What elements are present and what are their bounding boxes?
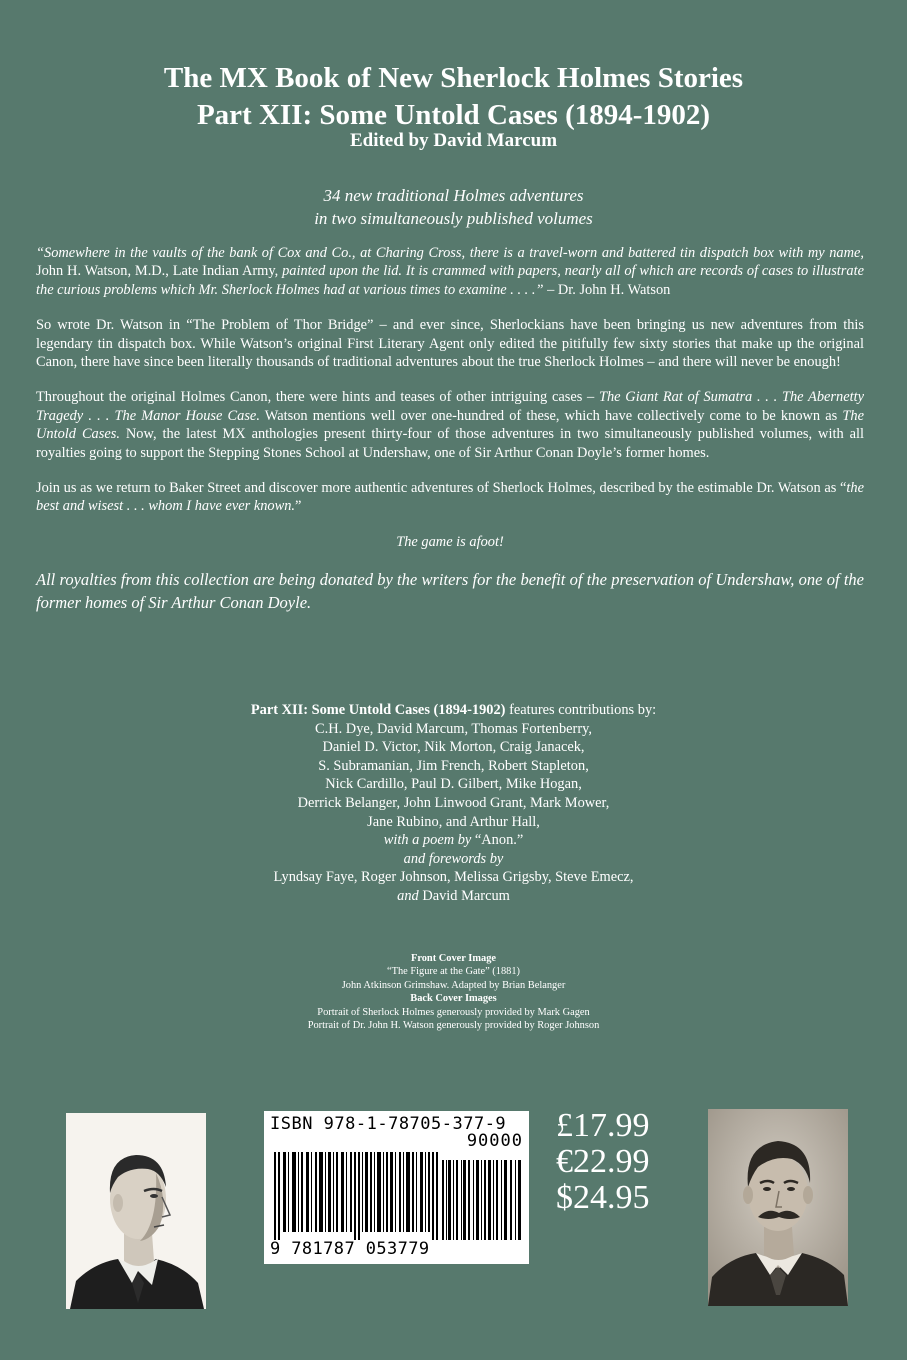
- blurb-paragraph-3: Join us as we return to Baker Street and discover more authentic adventures of Sherlock Holmes, described by the estimable Dr. Watson as “the best and wisest . . . whom I have ever known.”: [36, 480, 864, 515]
- watson-quote: “Somewhere in the vaults of the bank of Cox and Co., at Charing Cross, there is a travel-worn and battered tin dispatch box with my name, John H. Watson, M.D., Late Indian Army, painted upon the lid. It is crammed with papers, nearly all of which are records of cases to illustrate the curious problems which Mr. Sherlock Holmes had at various times to examine . . . .” – Dr. John H. Watson: [36, 245, 864, 298]
- contributors-line: S. Subramanian, Jim French, Robert Stapleton,: [318, 757, 589, 774]
- blurb: [36, 244, 864, 631]
- forewords-last: and David Marcum: [397, 887, 510, 904]
- watson-portrait-art: [708, 1109, 848, 1306]
- contributors-line: Jane Rubino, and Arthur Hall,: [367, 813, 540, 830]
- back-cover-credit-line: Portrait of Dr. John H. Watson generously provided by Roger Johnson: [307, 1020, 600, 1032]
- contributors-intro: Part XII: Some Untold Cases (1894-1902) features contributions by:: [250, 702, 657, 718]
- editor-credit: Edited by David Marcum: [349, 130, 558, 151]
- book-subtitle: Part XII: Some Untold Cases (1894-1902): [196, 99, 711, 131]
- book-title: The MX Book of New Sherlock Holmes Stories: [163, 62, 744, 94]
- forewords-line: Lyndsay Faye, Roger Johnson, Melissa Grigsby, Steve Emecz,: [273, 869, 634, 886]
- contributors-line: Derrick Belanger, John Linwood Grant, Mark Mower,: [297, 794, 610, 811]
- poem-credit: with a poem by “Anon.”: [383, 832, 524, 849]
- front-cover-credit-head: Front Cover Image: [410, 953, 497, 964]
- price-list: [556, 1108, 650, 1216]
- image-credits: [0, 952, 907, 1032]
- front-cover-credit-line: John Atkinson Grimshaw. Adapted by Brian Belanger: [341, 979, 566, 991]
- game-afoot: The game is afoot!: [396, 533, 504, 550]
- price-eur: €22.99: [556, 1143, 650, 1180]
- isbn-barcode: [264, 1111, 529, 1264]
- tagline: [0, 184, 907, 230]
- back-cover-credit-line: Portrait of Sherlock Holmes generously provided by Mark Gagen: [317, 1006, 590, 1018]
- front-cover-credit-line: “The Figure at the Gate” (1881): [386, 966, 520, 978]
- forewords-label: and forewords by: [403, 850, 504, 867]
- blurb-paragraph-1: So wrote Dr. Watson in “The Problem of Thor Bridge” – and ever since, Sherlockians have been bringing us new adventures from this legendary tin dispatch box. While Watson’s original First Literary Agent only edited the pitifully few sixty stories that make up the original Canon, there have since been literally thousands of traditional adventures about the true Sherlock Holmes – and there will never be enough!: [36, 317, 864, 371]
- barcode-bars: [270, 1152, 523, 1240]
- ean-digits: 9 781787 053779: [270, 1239, 430, 1259]
- contributors-line: Daniel D. Victor, Nik Morton, Craig Janacek,: [322, 739, 585, 756]
- price-code-label: 90000: [466, 1131, 523, 1151]
- contributors-list: [0, 701, 907, 906]
- contributors-line: C.H. Dye, David Marcum, Thomas Fortenberry,: [315, 720, 592, 737]
- holmes-portrait-art: [66, 1113, 206, 1309]
- price-gbp: £17.99: [556, 1107, 650, 1144]
- title-block: [0, 60, 907, 152]
- tagline-line-1: 34 new traditional Holmes adventures: [323, 186, 584, 205]
- back-cover-credit-head: Back Cover Images: [410, 993, 497, 1005]
- blurb-paragraph-2: Throughout the original Holmes Canon, there were hints and teases of other intriguing cases – The Giant Rat of Sumatra . . . The Abernetty Tragedy . . . The Manor House Case. Watson mentions well over one-hundred of these, which have collectively come to be known as The Untold Cases. Now, the latest MX anthologies present thirty-four of those adventures in two simultaneously published volumes, with all royalties going to support the Stepping Stones School at Undershaw, one of Sir Arthur Conan Doyle’s former homes.: [36, 389, 864, 461]
- isbn-label: ISBN 978-1-78705-377-9: [270, 1114, 507, 1134]
- watson-portrait: [708, 1109, 848, 1306]
- price-usd: $24.95: [556, 1179, 650, 1216]
- holmes-portrait: [66, 1113, 206, 1309]
- tagline-line-2: in two simultaneously published volumes: [314, 209, 593, 228]
- donation-note: All royalties from this collection are being donated by the writers for the benefit of the preservation of Undershaw, one of the former homes of Sir Arthur Conan Doyle.: [36, 570, 864, 613]
- contributors-line: Nick Cardillo, Paul D. Gilbert, Mike Hogan,: [325, 776, 582, 793]
